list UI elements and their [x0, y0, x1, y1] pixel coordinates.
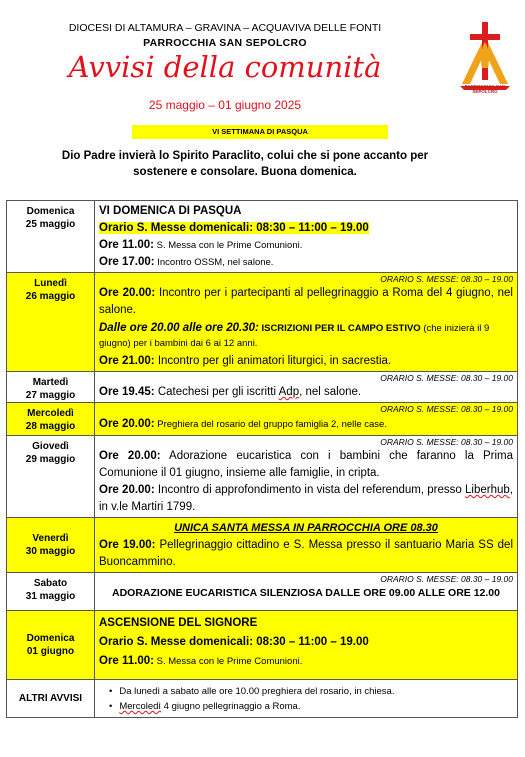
- event-line: Ore 19.00: Pellegrinaggio cittadino e S. Messa presso il santuario Maria SS del Buoncammino.: [99, 539, 513, 568]
- list-item: • Mercoledì 4 giugno pellegrinaggio a Roma.: [109, 699, 513, 714]
- event-line: Ore 11.00: S. Messa con le Prime Comunioni.: [99, 655, 303, 667]
- weekday-mass-times: ORARIO S. MESSE: 08.30 – 19.00: [380, 274, 513, 284]
- table-row: [7, 273, 518, 372]
- event-line: Ore 21.00: Incontro per gli animatori liturgici, in sacrestia.: [99, 355, 392, 367]
- table-row: [7, 436, 518, 518]
- table-row: [7, 403, 518, 436]
- logo-caption: PARROCCHIA SAN SEPOLCRO: [464, 84, 506, 94]
- day-date: 26 maggio: [25, 291, 76, 302]
- day-date: 28 maggio: [25, 421, 76, 432]
- table-row: [7, 680, 518, 718]
- intro-text: Dio Padre invierà lo Spirito Paraclito, colui che si pone accanto per sostenere e consolare. Buona domenica.: [61, 150, 429, 178]
- weekday-mass-times: ORARIO S. MESSE: 08.30 – 19.00: [380, 373, 513, 383]
- event-line: Ore 20.00: Incontro per i partecipanti al pellegrinaggio a Roma del 4 giugno, nel salone.: [99, 287, 513, 316]
- event-line: Ore 20.00: Preghiera del rosario del gruppo famiglia 2, nelle case.: [99, 418, 387, 430]
- day-name: Domenica: [26, 633, 75, 644]
- event-line: Dalle ore 20.00 alle ore 20.30: ISCRIZIONI PER IL CAMPO ESTIVO (che inizierà il 9 giugno) per i bambini dai 6 ai 12 anni.: [99, 322, 490, 349]
- events-cell: [95, 201, 518, 273]
- page-title: Avvisi della comunità: [68, 50, 382, 84]
- day-name: Venerdì: [32, 533, 69, 544]
- day-cell: [7, 201, 95, 273]
- parish-name: PARROCCHIA SAN SEPOLCRO: [143, 37, 307, 49]
- events-cell: [95, 273, 518, 372]
- events-cell: [95, 403, 518, 436]
- table-row: [7, 518, 518, 573]
- day-name: Sabato: [33, 578, 68, 589]
- weekday-mass-times: ORARIO S. MESSE: 08.30 – 19.00: [380, 437, 513, 447]
- adoration-notice: ADORAZIONE EUCARISTICA SILENZIOSA DALLE ORE 09.00 ALLE ORE 12.00: [112, 587, 500, 599]
- table-row: [7, 372, 518, 403]
- schedule-table: [6, 200, 518, 718]
- table-row: [7, 201, 518, 273]
- events-cell: [95, 436, 518, 518]
- other-notices-label: ALTRI AVVISI: [7, 680, 95, 718]
- day-name: Mercoledì: [27, 408, 74, 419]
- list-item: • Da lunedì a sabato alle ore 10.00 preghiera del rosario, in chiesa.: [109, 684, 513, 699]
- day-cell: [7, 436, 95, 518]
- events-cell: [95, 611, 518, 680]
- event-line: Ore 19.45: Catechesi per gli iscritti Adp, nel salone.: [99, 386, 362, 398]
- events-cell: [95, 372, 518, 403]
- day-date: 31 maggio: [25, 591, 76, 602]
- day-name: Domenica: [26, 206, 75, 217]
- week-label: VI SETTIMANA DI PASQUA: [132, 125, 388, 139]
- day-name: Giovedì: [32, 441, 69, 452]
- day-cell: [7, 273, 95, 372]
- diocese-name: DIOCESI DI ALTAMURA – GRAVINA – ACQUAVIVA DELLE FONTI: [68, 22, 382, 34]
- event-line: Ore 11.00: S. Messa con le Prime Comunioni.: [99, 239, 303, 251]
- single-mass-notice: UNICA SANTA MESSA IN PARROCCHIA ORE 08.30: [174, 522, 438, 534]
- table-row: [7, 611, 518, 680]
- day-cell: [7, 573, 95, 611]
- liturgy-title: VI DOMENICA DI PASQUA: [99, 205, 242, 217]
- day-cell: [7, 403, 95, 436]
- day-date: 30 maggio: [25, 546, 76, 557]
- day-cell: [7, 372, 95, 403]
- date-range: 25 maggio – 01 giugno 2025: [148, 98, 302, 112]
- day-cell: [7, 611, 95, 680]
- event-line: Ore 20.00: Adorazione eucaristica con i bambini che faranno la Prima Comunione il 01 giugno, insieme alle famiglie, in cripta.: [99, 450, 513, 479]
- day-cell: [7, 518, 95, 573]
- events-cell: [95, 680, 518, 718]
- events-cell: [95, 518, 518, 573]
- sunday-mass-times: Orario S. Messe domenicali: 08:30 – 11:00 – 19.00: [99, 636, 369, 648]
- events-cell: [95, 573, 518, 611]
- day-name: Martedì: [32, 377, 69, 388]
- day-name: Lunedì: [34, 278, 67, 289]
- table-row: [7, 573, 518, 611]
- other-notices-list: [99, 680, 513, 716]
- event-line: Ore 20.00: Incontro di approfondimento in vista del referendum, presso Liberhub, in v.le Martiri 1799.: [99, 484, 513, 513]
- weekday-mass-times: ORARIO S. MESSE: 08.30 – 19.00: [380, 574, 513, 584]
- liturgy-title: ASCENSIONE DEL SIGNORE: [99, 617, 258, 629]
- day-date: 01 giugno: [26, 646, 75, 657]
- weekday-mass-times: ORARIO S. MESSE: 08.30 – 19.00: [380, 404, 513, 414]
- day-date: 27 maggio: [25, 390, 76, 401]
- day-date: 29 maggio: [25, 454, 76, 465]
- event-line: Ore 17.00: Incontro OSSM, nel salone.: [99, 256, 274, 268]
- sunday-mass-times: Orario S. Messe domenicali: 08:30 – 11:00 – 19.00: [99, 222, 369, 234]
- day-date: 25 maggio: [25, 219, 76, 230]
